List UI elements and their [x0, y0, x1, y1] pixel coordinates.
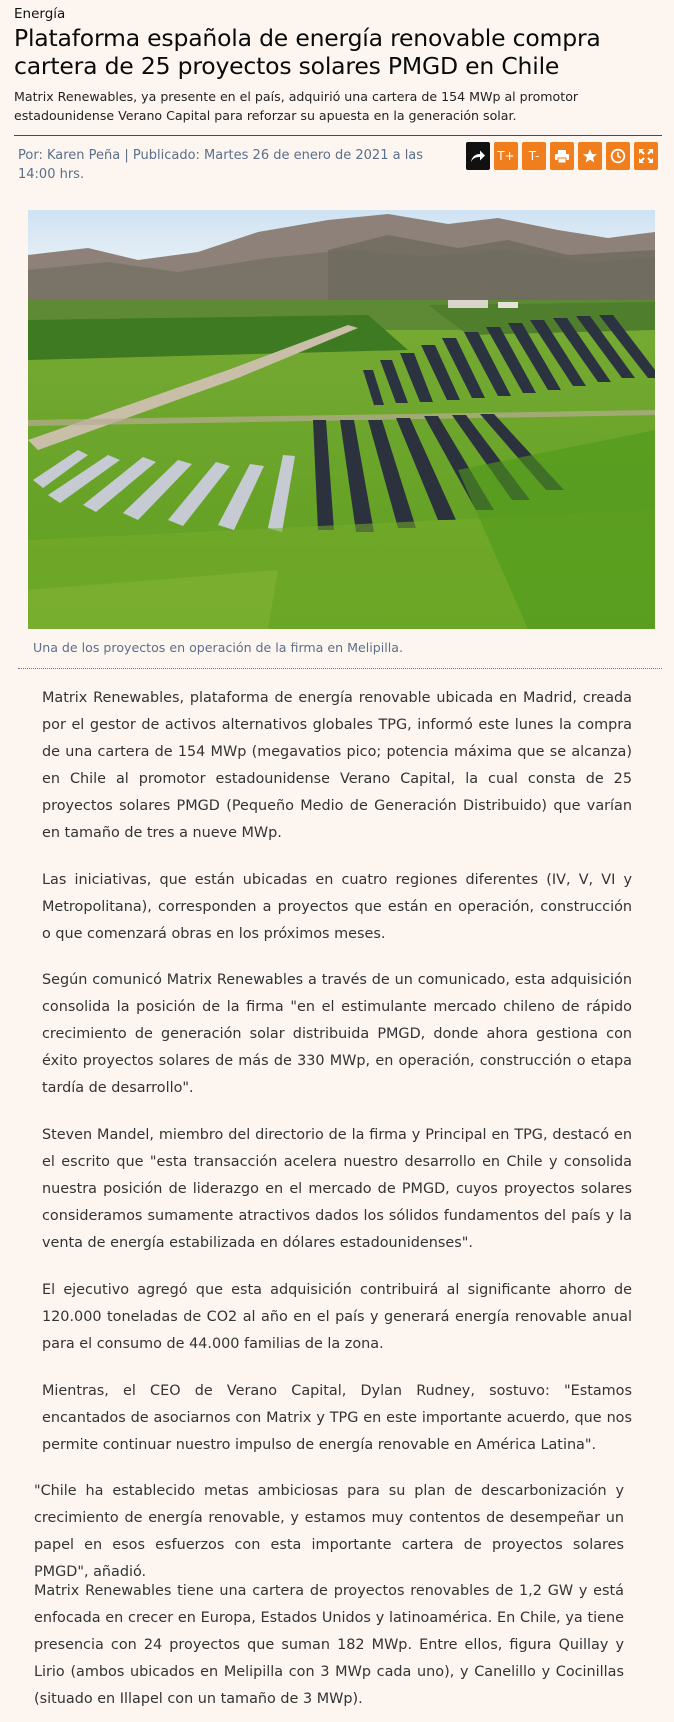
article-byline: Por: Karen Peña | Publicado: Martes 26 de enero de 2021 a las 14:00 hrs.: [18, 148, 424, 182]
paragraph-4: Steven Mandel, miembro del directorio de la firma y Principal en TPG, destacó en el escrito que "esta transacción acelera nuestro desarrollo en Chile y consolida nuestra posición de liderazgo en el mercado de PMGD, cuyos proyectos solares consideramos sumamente atractivos dados los sólidos fundamentos del país y la venta de energía estabilizada en dólares estadounidenses".: [42, 1127, 632, 1251]
share-button[interactable]: [466, 142, 490, 170]
paragraph-6: Mientras, el CEO de Verano Capital, Dylan Rudney, sostuvo: "Estamos encantados de asociarnos con Matrix y TPG en este importante acuerdo, que nos permite continuar nuestro impulso de energía renovable en América Latina".: [42, 1383, 632, 1453]
expand-icon: [638, 148, 654, 164]
article-photo: [28, 210, 655, 629]
paragraph-7: "Chile ha establecido metas ambiciosas para su plan de descarbonización y crecimiento de energía renovable, y estamos muy contentos de desempeñar un papel en esos esfuerzos con esta importante cartera de proyectos solares PMGD", añadió.: [34, 1483, 624, 1580]
header-divider: [14, 135, 662, 136]
paragraph-8: Matrix Renewables tiene una cartera de proyectos renovables de 1,2 GW y está enfocada en crecer en Europa, Estados Unidos y latinoamérica. En Chile, ya tiene presencia con 24 proyectos que suman 182 MWp. Entre ellos, figura Quillay y Lirio (ambos ubicados en Melipilla con 3 MWp cada uno), y Canelillo y Cocinillas (situado en Illapel con un tamaño de 3 MWp).: [34, 1583, 624, 1707]
photo-caption: Una de los proyectos en operación de la firma en Melipilla.: [33, 640, 403, 655]
favorite-button[interactable]: [578, 142, 602, 170]
text-larger-button[interactable]: T+: [494, 142, 518, 170]
print-button[interactable]: [550, 142, 574, 170]
paragraph-1: Matrix Renewables, plataforma de energía renovable ubicada en Madrid, creada por el gestor de activos alternativos globales TPG, informó este lunes la compra de una cartera de 154 MWp (megavatios pico; potencia máxima que se alcanza) en Chile al promotor estadounidense Verano Capital, la cual consta de 25 proyectos solares PMGD (Pequeño Medio de Generación Distribuido) que varían en tamaño de tres a nueve MWp.: [42, 690, 632, 841]
article-toolbar: [466, 142, 658, 170]
caption-divider: [18, 668, 662, 669]
article-lead: Matrix Renewables, ya presente en el país, adquirió una cartera de 154 MWp al promotor estadounidense Verano Capital para reforzar su apuesta en la generación solar.: [14, 89, 579, 123]
section-label[interactable]: Energía: [14, 6, 66, 22]
clock-icon: [610, 148, 626, 164]
star-icon: [582, 148, 598, 164]
print-icon: [554, 149, 570, 164]
history-button[interactable]: [606, 142, 630, 170]
solar-farm-image: [28, 210, 655, 629]
article-title: Plataforma española de energía renovable compra cartera de 25 proyectos solares PMGD en Chile: [14, 24, 601, 80]
paragraph-3: Según comunicó Matrix Renewables a través de un comunicado, esta adquisición consolida la posición de la firma "en el estimulante mercado chileno de rápido crecimiento de generación solar distribuida PMGD, donde ahora gestiona con éxito proyectos solares de más de 330 MWp, en operación, construcción o etapa tardía de desarrollo".: [42, 972, 632, 1096]
paragraph-5: El ejecutivo agregó que esta adquisición contribuirá al significante ahorro de 120.000 toneladas de CO2 al año en el país y generará energía renovable anual para el consumo de 44.000 familias de la zona.: [42, 1282, 632, 1352]
text-smaller-button[interactable]: T-: [522, 142, 546, 170]
fullscreen-button[interactable]: [634, 142, 658, 170]
paragraph-2: Las iniciativas, que están ubicadas en cuatro regiones diferentes (IV, V, VI y Metropolitana), corresponden a proyectos que están en operación, construcción o que comenzará obras en los próximos meses.: [42, 872, 632, 942]
share-arrow-icon: [470, 149, 486, 163]
